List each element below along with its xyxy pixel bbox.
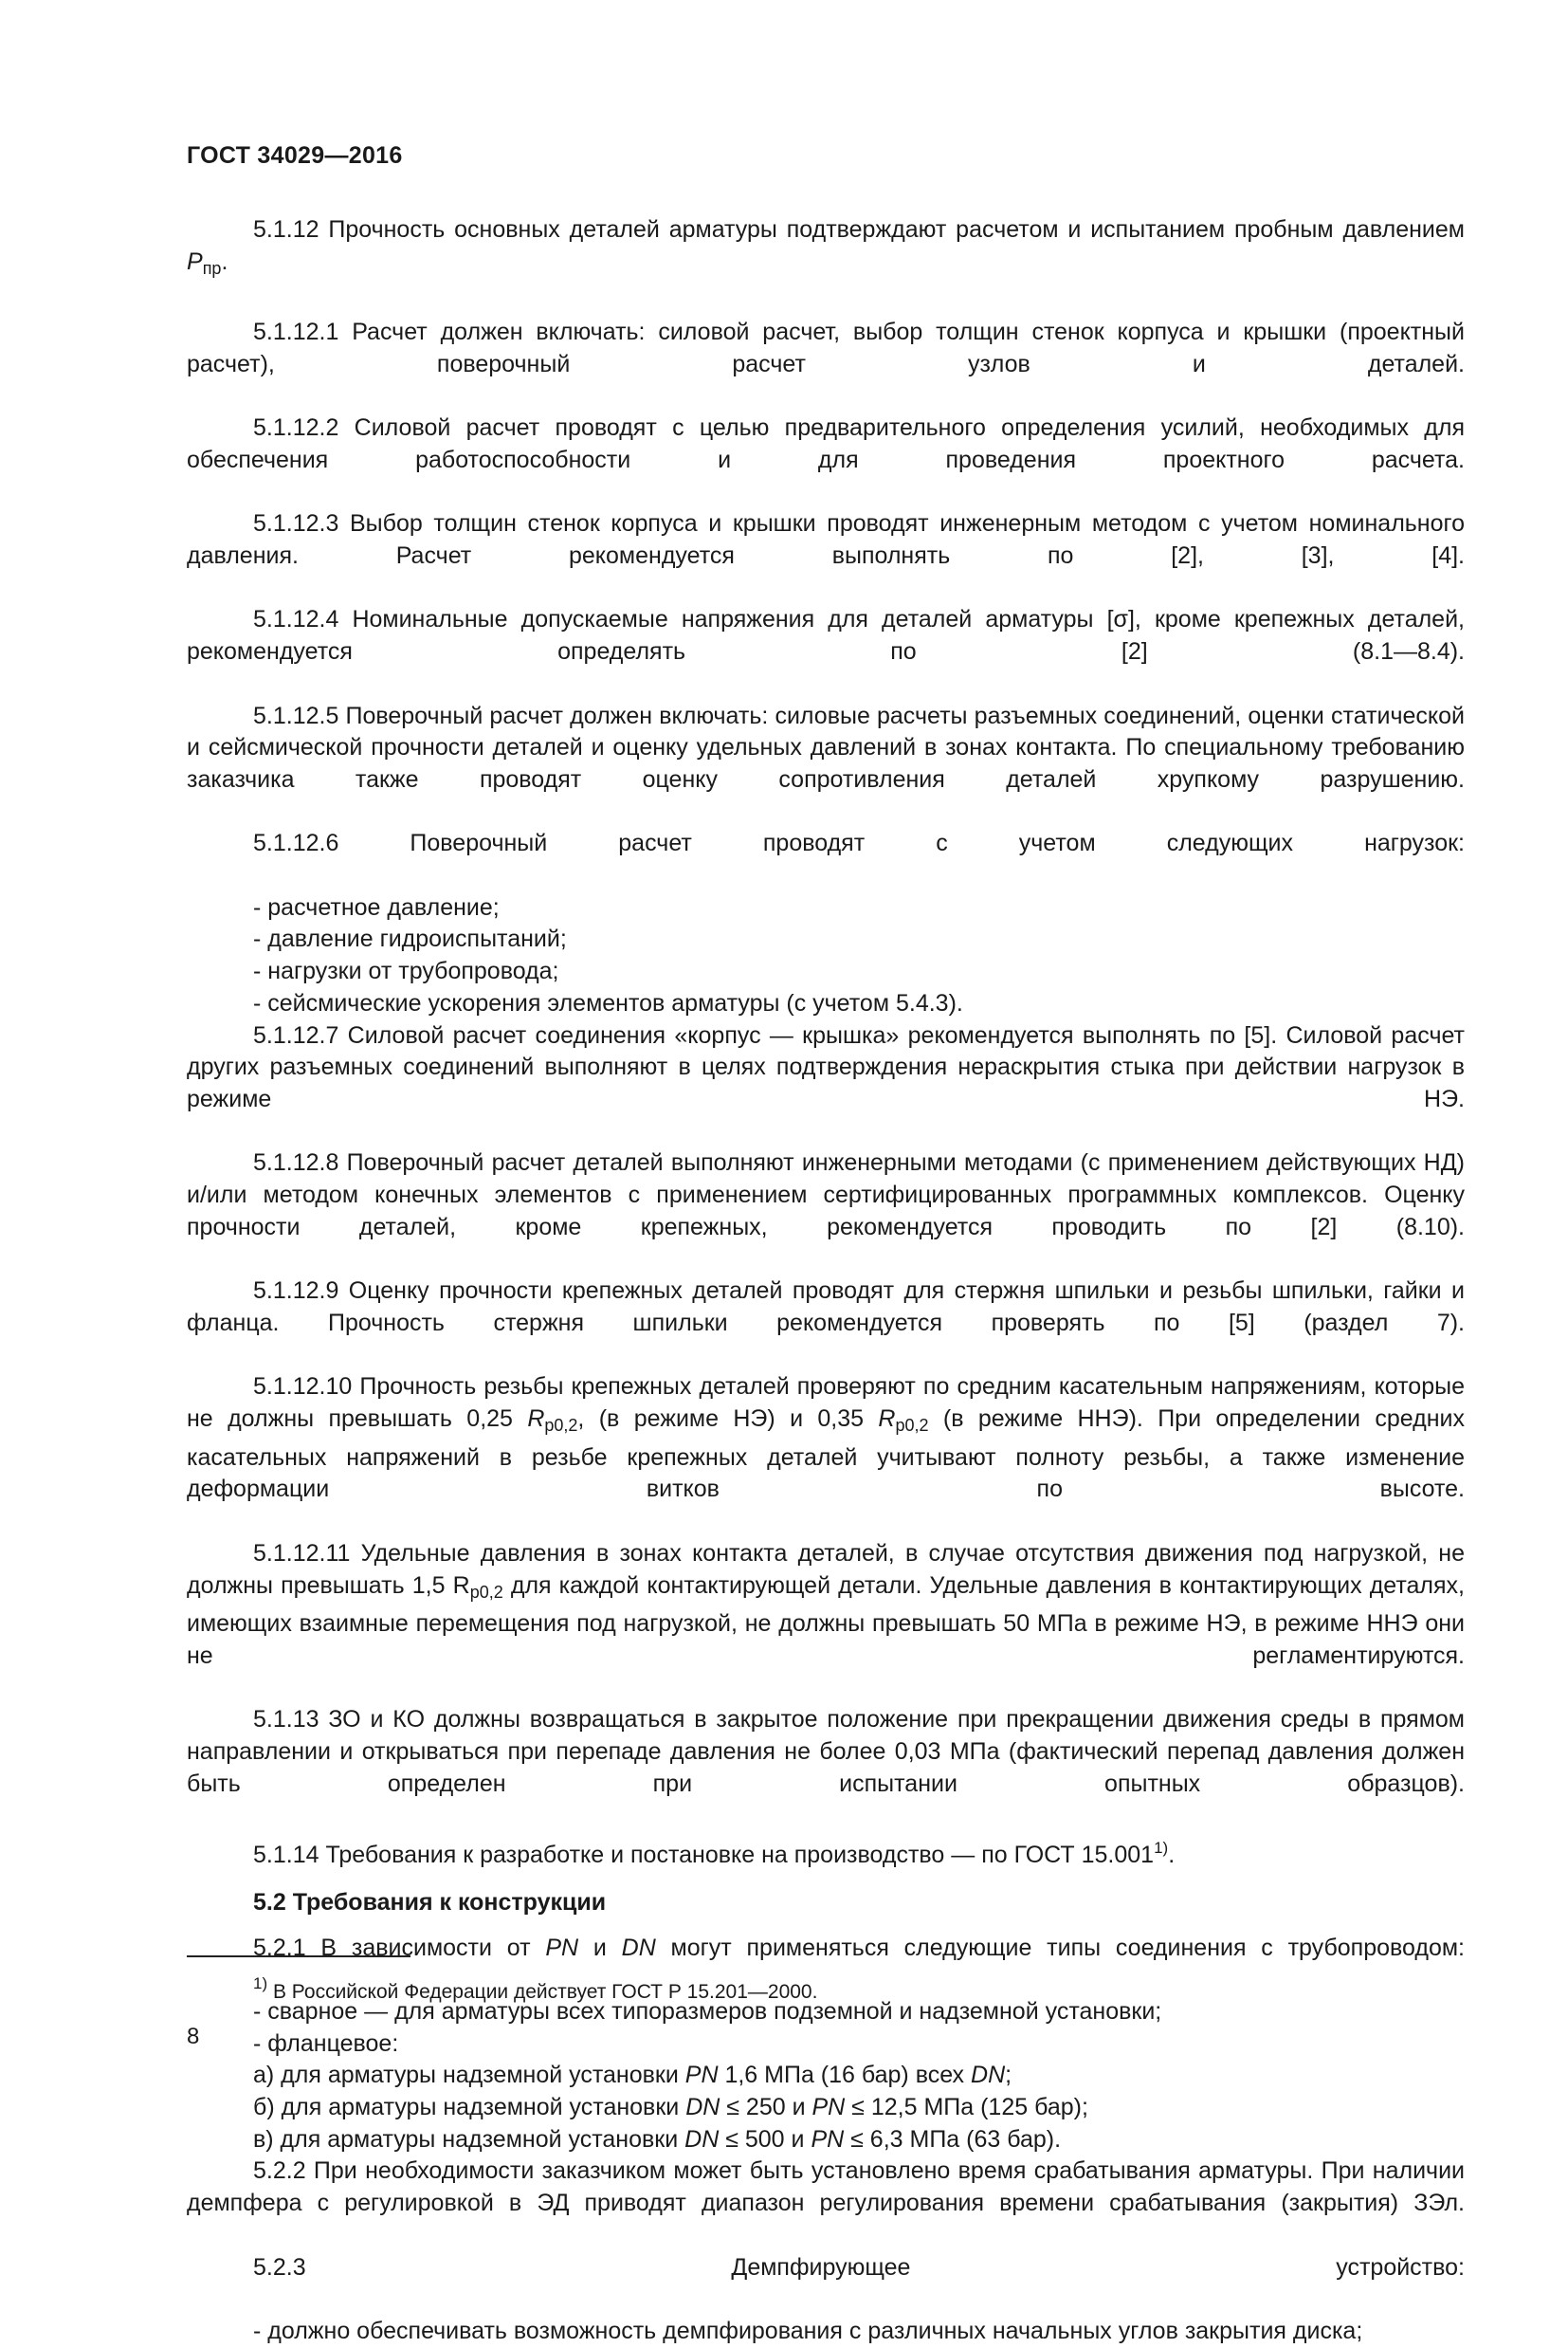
list-item-load: - нагрузки от трубопровода; (253, 958, 559, 985)
paragraph-5-1-12-3: 5.1.12.3 Выбор толщин стенок корпуса и крышки проводят инженерным методом с учетом номинального давления. Расчет рекомендуется выполнять по [2], [3], [4]. (187, 510, 1465, 570)
list-item-connection-flanged: - фланцевое: (253, 2029, 399, 2057)
paragraph-5-1-12-8: 5.1.12.8 Поверочный расчет деталей выполняют инженерными методами (с применением действующих НД) и/или методом конечных элементов с применением сертифицированных программных комплексов. Оценку прочности деталей, кроме крепежных, рекомендуется проводить по [2] (8.10). (187, 1149, 1465, 1240)
paragraph-5-1-12-10: 5.1.12.10 Прочность резьбы крепежных деталей проверяют по средним касательным напряжениям, которые не должны превышать 0,25 $R_{p0,2}$, (в режиме НЭ) и 0,35 $R_{p0,2}$ (в режиме ННЭ). При определении средних касательных напряжений в резьбе крепежных деталей учитывают полноту резьбы, а также изменение деформации витков по высоте. (187, 1373, 1465, 1503)
paragraph-5-1-12-11: 5.1.12.11 Удельные давления в зонах контакта деталей, в случае отсутствия движения под нагрузкой, не должны превышать 1,5 $R_{p0,2}$ для каждой контактирующей детали. Удельные давления в контактирующих деталях, имеющих взаимные перемещения под нагрузкой, не должны превышать 50 МПа в режиме НЭ, в режиме ННЭ они не регламентируются. (187, 1539, 1466, 1669)
page-body (187, 214, 1465, 2348)
footnote-separator (187, 1955, 410, 1957)
paragraph-5-2-1: 5.2.1 В зависимости от PN и DN могут применяться следующие типы соединения с трубопроводом: (253, 1934, 1465, 1961)
paragraph-5-1-13: 5.1.13 ЗО и КО должны возвращаться в закрытое положение при прекращении движения среды в прямом направлении и открываться при перепаде давления не более 0,03 МПа (фактический перепад давления должен быть определен при испытании опытных образцов). (187, 1706, 1465, 1797)
list-item-load: - расчетное давление; (253, 893, 500, 921)
document-code-header: ГОСТ 34029—2016 (187, 142, 403, 169)
list-item-load: - давление гидроиспытаний; (253, 926, 567, 953)
list-item-damper: - должно обеспечивать возможность демпфирования с различных начальных углов закрытия диска; (253, 2318, 1363, 2344)
paragraph-5-1-14: 5.1.14 Требования к разработке и постановке на производство — по ГОСТ 15.001$^{1)}$. (253, 1839, 1176, 1869)
footnote-marker: 1) (253, 1974, 268, 1992)
paragraph-5-1-12-5: 5.1.12.5 Поверочный расчет должен включать: силовые расчеты разъемных соединений, оценки статической и сейсмической прочности деталей и оценку удельных давлений в зонах контакта. По специальному требованию заказчика также проводят оценку сопротивления деталей хрупкому разрушению. (187, 702, 1465, 793)
paragraph-5-1-12-2: 5.1.12.2 Силовой расчет проводят с целью предварительного определения усилий, необходимых для обеспечения работоспособности и для проведения проектного расчета. (187, 414, 1465, 473)
paragraph-5-1-12-1: 5.1.12.1 Расчет должен включать: силовой расчет, выбор толщин стенок корпуса и крышки (проектный расчет), поверочный расчет узлов и деталей. (187, 319, 1465, 377)
list-item-flange-c: в) для арматуры надземной установки DN ≤ 500 и PN ≤ 6,3 МПа (63 бар). (253, 2125, 1062, 2153)
paragraph-5-2-3: 5.2.3 Демпфирующее устройство: (253, 2253, 1465, 2281)
paragraph-5-1-12-6: 5.1.12.6 Поверочный расчет проводят с учетом следующих нагрузок: (253, 830, 1465, 857)
paragraph-5-2-2: 5.2.2 При необходимости заказчиком может быть установлено время срабатывания арматуры. При наличии демпфера с регулировкой в ЭД приводят диапазон регулирования времени срабатывания (закрытия) ЗЭл. (187, 2157, 1465, 2217)
page-number: 8 (187, 2024, 200, 2049)
list-item-load: - сейсмические ускорения элементов арматуры (с учетом 5.4.3). (253, 989, 963, 1017)
list-item-flange-b: б) для арматуры надземной установки DN ≤ 250 и PN ≤ 12,5 МПа (125 бар); (253, 2094, 1088, 2121)
paragraph-5-1-12-4: 5.1.12.4 Номинальные допускаемые напряжения для деталей арматуры [σ], кроме крепежных деталей, рекомендуется определять по [2] (8.1—8.4). (187, 606, 1465, 666)
paragraph-5-1-12: 5.1.12 Прочность основных деталей арматуры подтверждают расчетом и испытанием пробным давлением $P_{пр}$. (187, 216, 1465, 278)
footnote-text: В Российской Федерации действует ГОСТ Р 15.201—2000. (267, 1981, 818, 2003)
paragraph-5-1-12-9: 5.1.12.9 Оценку прочности крепежных деталей проводят для стержня шпильки и резьбы шпильки, гайки и фланца. Прочность стержня шпильки рекомендуется проверять по [5] (раздел 7). (187, 1277, 1465, 1336)
list-item-flange-a: а) для арматуры надземной установки PN 1,6 МПа (16 бар) всех DN; (253, 2062, 1012, 2089)
footnote (253, 1974, 817, 2004)
list-item-connection-welded: - сварное — для арматуры всех типоразмеров подземной и надземной установки; (253, 1997, 1162, 2025)
section-heading-5-2: 5.2 Требования к конструкции (253, 1888, 607, 1916)
paragraph-5-1-12-7: 5.1.12.7 Силовой расчет соединения «корпус — крышка» рекомендуется выполнять по [5]. Силовой расчет других разъемных соединений выполняют в целях подтверждения нераскрытия стыка при действии нагрузок в режиме НЭ. (187, 1021, 1465, 1112)
